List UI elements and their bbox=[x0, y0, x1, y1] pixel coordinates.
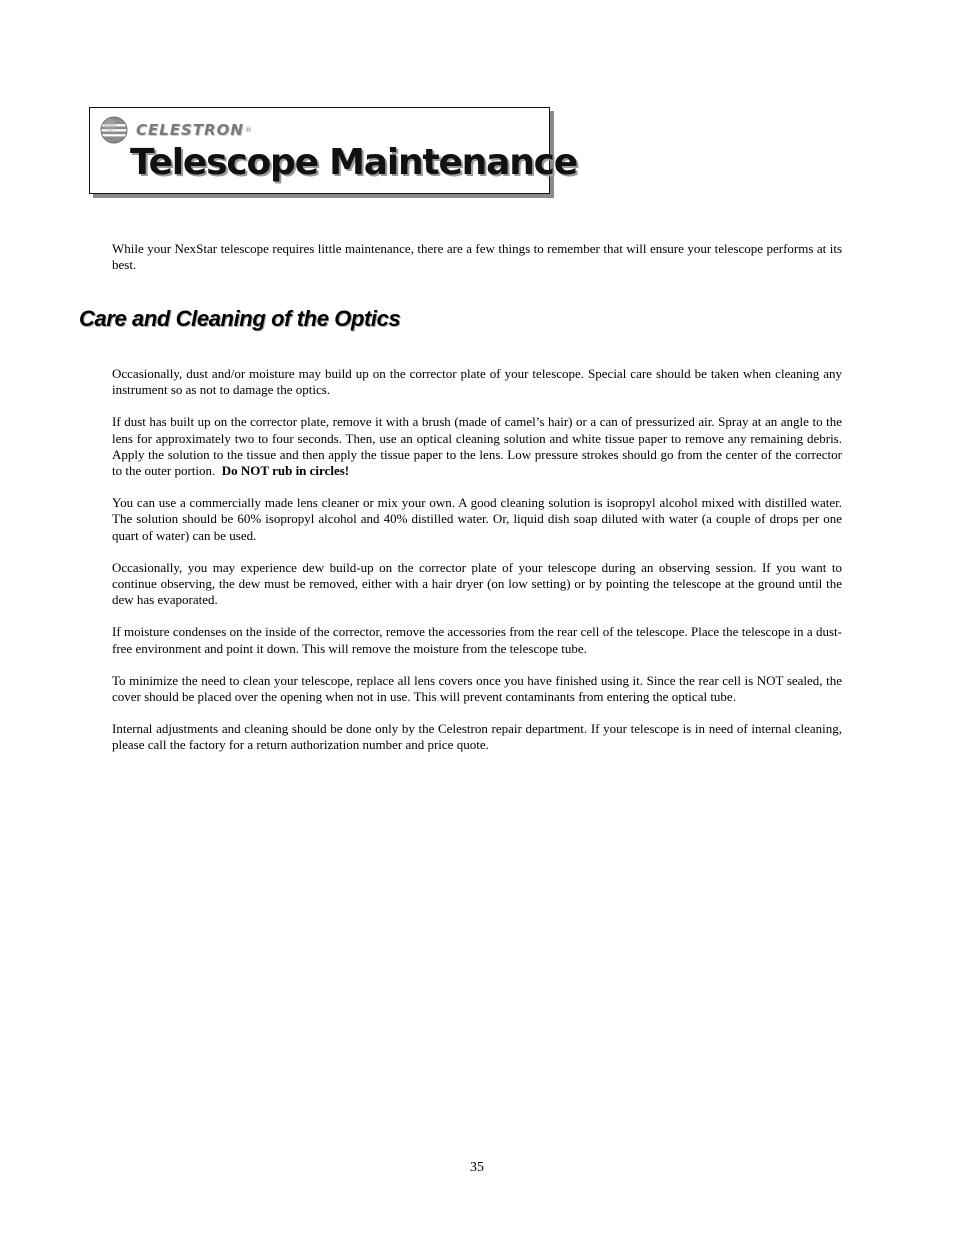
section-heading: Care and Cleaning of the Optics bbox=[79, 306, 401, 331]
paragraph-condensation: If moisture condenses on the inside of the corrector, remove the accessories from the rear cell of the telescope. Place the telescope in a dust-free environment and point it down. This will remove the moisture from the telescope tube. bbox=[112, 624, 842, 656]
paragraph-dust-moisture: Occasionally, dust and/or moisture may build up on the corrector plate of your telescope. Special care should be taken when cleaning any instrument so as not to damage the optics. bbox=[112, 366, 842, 398]
registered-mark: ® bbox=[244, 126, 252, 134]
paragraph-cleaning-solution: You can use a commercially made lens cleaner or mix your own. A good cleaning solution is isopropyl alcohol mixed with distilled water. The solution should be 60% isopropyl alcohol and 40% distilled water. Or, liquid dish soap diluted with water (a couple of drops per one quart of water) can be used. bbox=[112, 495, 842, 543]
celestron-logo bbox=[100, 115, 252, 145]
paragraph-brush-cleaning bbox=[112, 414, 842, 479]
section-body bbox=[112, 366, 842, 770]
header-banner bbox=[89, 107, 577, 194]
intro-paragraph: While your NexStar telescope requires little maintenance, there are a few things to remember that will ensure your telescope performs at its best. bbox=[112, 241, 842, 273]
paragraph-repair: Internal adjustments and cleaning should be done only by the Celestron repair department. If your telescope is in need of internal cleaning, please call the factory for a return authorization number and price quote. bbox=[112, 721, 842, 753]
brand-wordmark: CELESTRON bbox=[136, 121, 244, 139]
page-title: Telescope Maintenance bbox=[130, 142, 577, 183]
paragraph-dew: Occasionally, you may experience dew build-up on the corrector plate of your telescope during an observing session. If you want to continue observing, the dew must be removed, either with a hair dryer (on low setting) or by pointing the telescope at the ground until the dew has evaporated. bbox=[112, 559, 842, 608]
page-number: 35 bbox=[470, 1160, 484, 1175]
paragraph-brush-cleaning-text: If dust has built up on the corrector plate, remove it with a brush (made of camel’s hair) or a can of pressurized air. Spray at an angle to the lens for approximately two to four seconds. Then, use an optical cleaning solution and white tissue paper to remove any remaining debris. Apply the solution to the tissue and then apply the tissue paper to the lens. Low pressure strokes should go from the center of the corrector to the outer portion. bbox=[112, 414, 842, 479]
intro-block bbox=[112, 241, 842, 289]
warning-no-circles: Do NOT rub in circles! bbox=[221, 463, 350, 479]
paragraph-lens-covers: To minimize the need to clean your telescope, replace all lens covers once you have finished using it. Since the rear cell is NOT sealed, the cover should be placed over the opening when not in use. This will prevent contaminants from entering the optical tube. bbox=[112, 672, 842, 705]
celestron-globe-icon bbox=[100, 116, 128, 144]
